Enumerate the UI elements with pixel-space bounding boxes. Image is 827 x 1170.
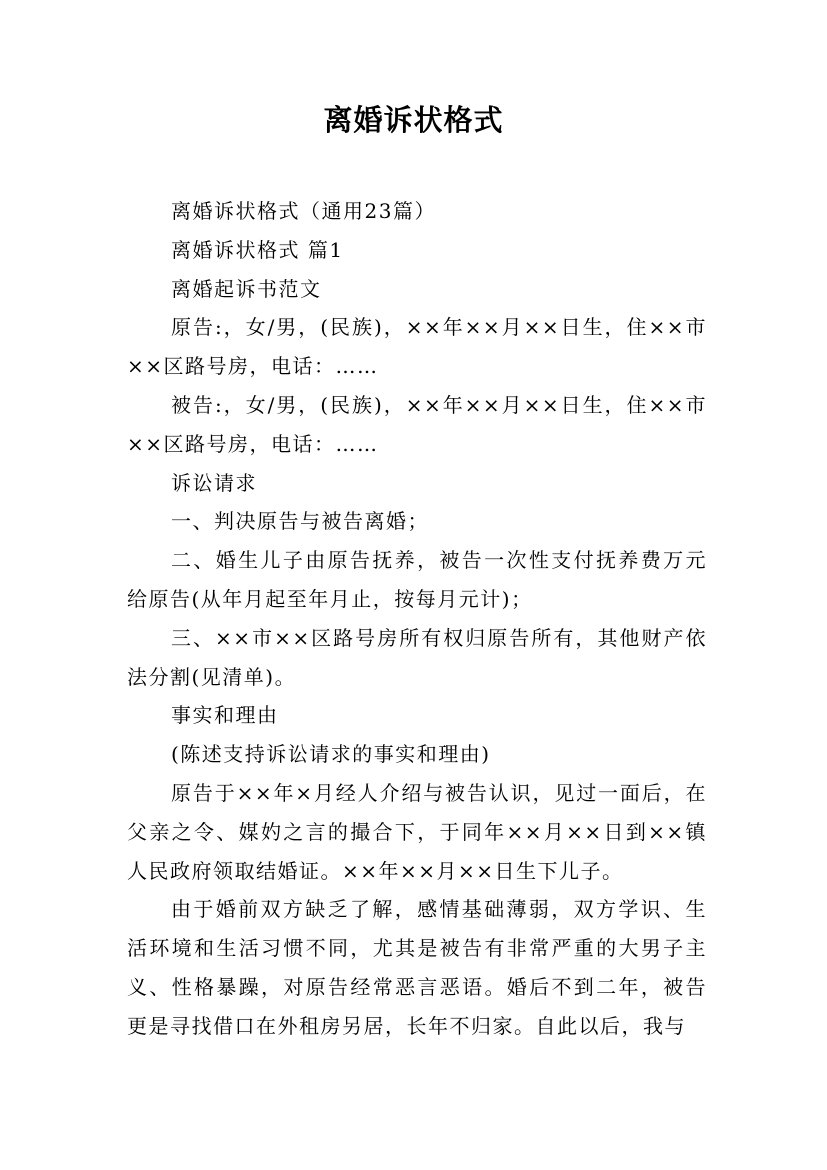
paragraph-claim-1: 一、判决原告与被告离婚； [171, 509, 429, 534]
document-title: 离婚诉状格式 [323, 103, 504, 137]
paragraph-claims-heading: 诉讼请求 [171, 470, 257, 495]
paragraph-claim-3: 三、××市××区路号房所有权归原告所有，其他财产依法分割(见清单)。 [127, 625, 707, 689]
paragraph-facts-heading: 事实和理由 [171, 703, 279, 728]
paragraph-facts-2: 由于婚前双方缺乏了解，感情基础薄弱，双方学识、生活环境和生活习惯不同，尤其是被告有非常严重的大男子主义、性格暴躁，对原告经常恶言恶语。婚后不到二年，被告更是寻找借口在外租房另居，长年不归家。自此以后，我与 [127, 897, 707, 1038]
paragraph-facts-note: (陈述支持诉讼请求的事实和理由) [171, 742, 491, 767]
paragraph-facts-1: 原告于××年×月经人介绍与被告认识，见过一面后，在父亲之令、媒妁之言的撮合下，于同年××月××日到××镇人民政府领取结婚证。××年××月××日生下儿子。 [127, 780, 707, 883]
paragraph-defendant: 被告:，女/男，(民族)，××年××月××日生，住××市××区路号房，电话：…… [127, 392, 707, 456]
paragraph-sample-heading: 离婚起诉书范文 [171, 276, 322, 301]
paragraph-claim-2: 二、婚生儿子由原告抚养，被告一次性支付抚养费万元给原告(从年月起至年月止，按每月元计)； [127, 548, 707, 611]
paragraph-subtitle: 离婚诉状格式（通用23篇） [171, 199, 436, 223]
paragraph-plaintiff: 原告:，女/男，(民族)，××年××月××日生，住××市××区路号房，电话：…… [127, 315, 707, 379]
document-body [127, 192, 707, 1046]
paragraph-section-heading: 离婚诉状格式 篇1 [171, 237, 344, 262]
